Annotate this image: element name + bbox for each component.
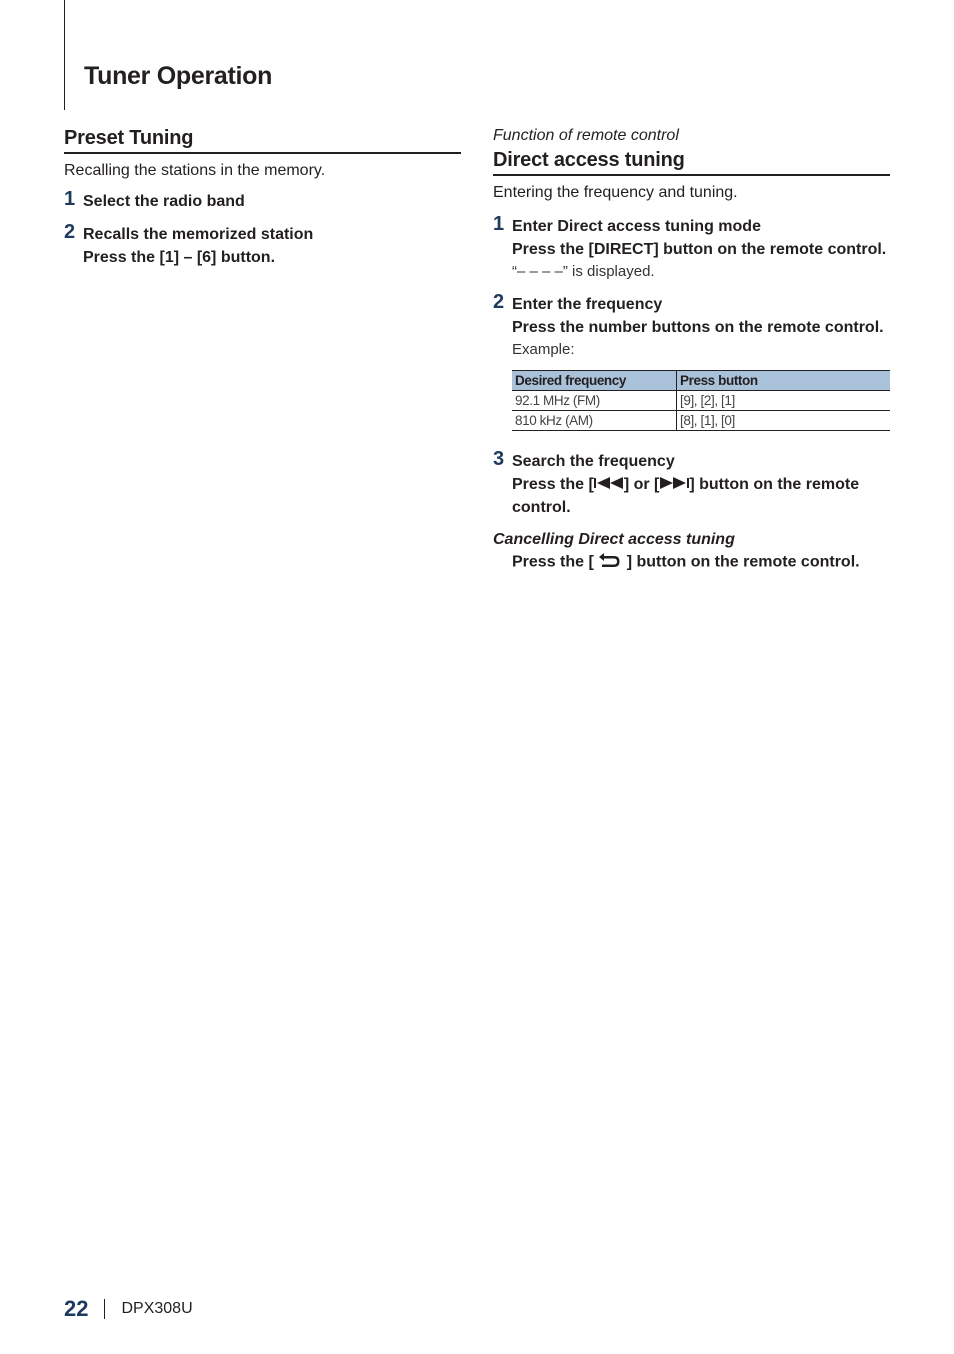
model-name: DPX308U bbox=[121, 1300, 193, 1317]
step-title: Search the frequency bbox=[512, 453, 675, 470]
return-arrow-icon bbox=[598, 551, 622, 574]
step-title: Enter the frequency bbox=[512, 296, 663, 313]
step-1 bbox=[64, 188, 461, 213]
section-intro: Entering the frequency and tuning. bbox=[493, 184, 738, 201]
step-number: 2 bbox=[64, 221, 76, 243]
table-cell: 92.1 MHz (FM) bbox=[512, 391, 677, 411]
table-row bbox=[512, 411, 890, 431]
page-number: 22 bbox=[64, 1296, 89, 1321]
skip-forward-icon bbox=[659, 473, 689, 496]
page-footer bbox=[64, 1296, 193, 1322]
column-header: Desired frequency bbox=[512, 371, 677, 391]
footer-divider bbox=[104, 1299, 105, 1319]
step-body: Press the number buttons on the remote control. bbox=[512, 319, 884, 336]
step-title: Enter Direct access tuning mode bbox=[512, 218, 761, 235]
body-text: ] button on the remote control. bbox=[512, 476, 860, 517]
step-body bbox=[512, 473, 890, 519]
table-cell: [8], [1], [0] bbox=[677, 411, 891, 431]
chapter-title: Tuner Operation bbox=[84, 62, 273, 90]
skip-back-icon bbox=[594, 473, 624, 496]
step-note: “– – – –” is displayed. bbox=[512, 263, 655, 280]
cancel-body bbox=[493, 551, 890, 574]
column-header: Press button bbox=[677, 371, 891, 391]
table-cell: [9], [2], [1] bbox=[677, 391, 891, 411]
step-2 bbox=[64, 221, 461, 269]
section-intro: Recalling the stations in the memory. bbox=[64, 162, 326, 179]
step-3 bbox=[493, 448, 890, 519]
table-cell: 810 kHz (AM) bbox=[512, 411, 677, 431]
body-text: Press the [ bbox=[512, 554, 594, 571]
step-title: Select the radio band bbox=[83, 193, 245, 210]
step-body: Press the [DIRECT] button on the remote control. bbox=[512, 241, 887, 258]
step-number: 1 bbox=[493, 213, 505, 235]
direct-access-section bbox=[493, 127, 890, 574]
step-number: 3 bbox=[493, 448, 505, 470]
step-note: Example: bbox=[512, 341, 575, 358]
preset-tuning-section bbox=[64, 127, 461, 269]
table-header-row bbox=[512, 371, 890, 391]
section-heading: Preset Tuning bbox=[64, 127, 461, 154]
margin-rule bbox=[64, 0, 65, 110]
body-text: ] button on the remote control. bbox=[626, 554, 860, 571]
body-text: Press the [ bbox=[512, 476, 594, 493]
step-1 bbox=[493, 213, 890, 283]
section-heading: Direct access tuning bbox=[493, 149, 890, 176]
table-row bbox=[512, 391, 890, 411]
cancel-heading: Cancelling Direct access tuning bbox=[493, 531, 735, 549]
body-text: ] or [ bbox=[623, 476, 660, 493]
frequency-example-table bbox=[512, 370, 890, 431]
remote-function-caption: Function of remote control bbox=[493, 127, 679, 144]
step-number: 2 bbox=[493, 291, 505, 313]
step-number: 1 bbox=[64, 188, 76, 210]
step-2 bbox=[493, 291, 890, 431]
step-body: Press the [1] – [6] button. bbox=[83, 249, 276, 266]
step-title: Recalls the memorized station bbox=[83, 226, 314, 243]
